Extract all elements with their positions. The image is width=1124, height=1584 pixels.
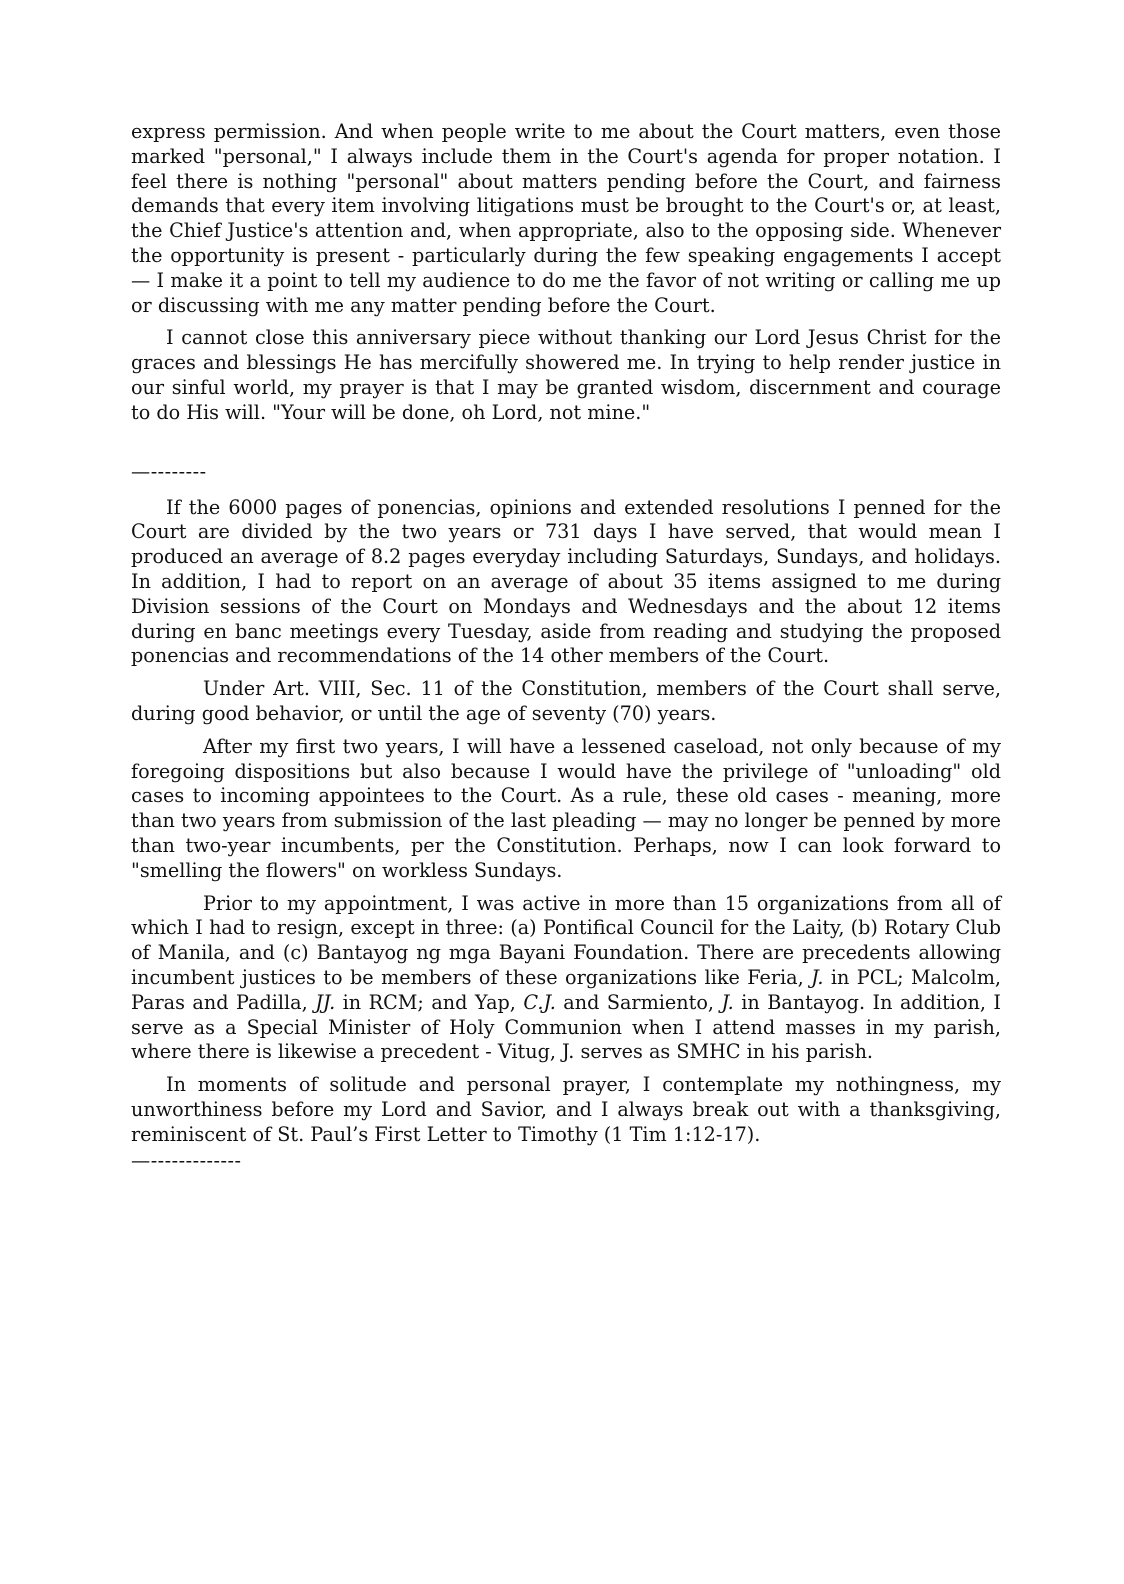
footnote-separator: —-------- <box>131 459 207 483</box>
end-separator: —------------- <box>131 1149 242 1173</box>
footnote-organizations-text-4: and Sarmiento, <box>555 990 722 1014</box>
paragraph-express-permission: express permission. And when people write to me about the Court matters, even those marked "personal," I always include them in the Court's agenda for proper notation. I feel there is nothing "personal" about matters pending before the Court, and fairness demands that every item involving litigations must be brought to the Court's or, at least, the Chief Justice's attention and, when appropriate, also to the opposing side. Whenever the opportunity is present - particularly during the few speaking engagements I accept — I make it a point to tell my audience to do me the favor of not writing or calling me up or discussing with me any matter pending before the Court. <box>131 120 1001 317</box>
footnote-organizations-italic-4: J. <box>721 990 734 1014</box>
footnote-organizations-italic-3: C.J. <box>523 990 556 1014</box>
footnote-caseload-statistics: If the 6000 pages of ponencias, opinions and extended resolutions I penned for the Court are divided by the two years or 731 days I have served, that would mean I produced an average of 8.2 pages everyday including Saturdays, Sundays, and holidays. In addition, I had to report on an average of about 35 items assigned to me during Division sessions of the Court on Mondays and Wednesdays and the about 12 items during en banc meetings every Tuesday, aside from reading and studying the proposed ponencias and recommendations of the 14 other members of the Court. <box>131 495 1001 668</box>
footnote-organizations-italic-1: J. <box>811 965 824 989</box>
footnote-lessened-caseload: After my first two years, I will have a lessened caseload, not only because of my foregoing dispositions but also because I would have the privilege of "unloading" old cases to incoming appointees to the Court. As a rule, these old cases - meaning, more than two years from submission of the last pleading — may no longer be penned by more than two-year incumbents, per the Constitution. Perhaps, now I can look forward to "smelling the flowers" on workless Sundays. <box>131 734 1001 882</box>
paragraph-closing-prayer: I cannot close this anniversary piece without thanking our Lord Jesus Christ for the graces and blessings He has mercifully showered me. In trying to help render justice in our sinful world, my prayer is that I may be granted wisdom, discernment and courage to do His will. "Your will be done, oh Lord, not mine." <box>131 326 1001 424</box>
footnote-organizations-italic-2: JJ. <box>315 990 336 1014</box>
footnote-constitution-term: Under Art. VIII, Sec. 11 of the Constitution, members of the Court shall serve, during good behavior, or until the age of seventy (70) years. <box>131 677 1001 725</box>
footnote-organizations-text-1: Prior to my appointment, I was active in more than 15 organizations from all of which I had to resign, except in three: (a) Pontifical Council for the Laity, (b) Rotary Club of Manila, and (c) Bantayog ng mga Bayani Foundation. There are precedents allowing incumbent justices to be members of these organizations like Feria, <box>131 891 1001 989</box>
footnote-organizations-text-2: in PCL; Malcolm, Paras and Padilla, <box>131 965 1001 1014</box>
document-page <box>131 120 1001 1171</box>
footnote-organizations-text-3: in RCM; and Yap, <box>335 990 524 1014</box>
footnote-solitude-prayer: In moments of solitude and personal prayer, I contemplate my nothingness, my unworthiness before my Lord and Savior, and I always break out with a thanksgiving, reminiscent of St. Paul’s First Letter to Timothy (1 Tim 1:12-17). <box>131 1073 1001 1146</box>
footnote-organizations-text-5: in Bantayog. In addition, I serve as a Special Minister of Holy Communion when I attend masses in my parish, where there is likewise a precedent - Vitug, J. serves as SMHC in his parish. <box>131 990 1002 1064</box>
footnote-organizations <box>131 892 1001 1066</box>
